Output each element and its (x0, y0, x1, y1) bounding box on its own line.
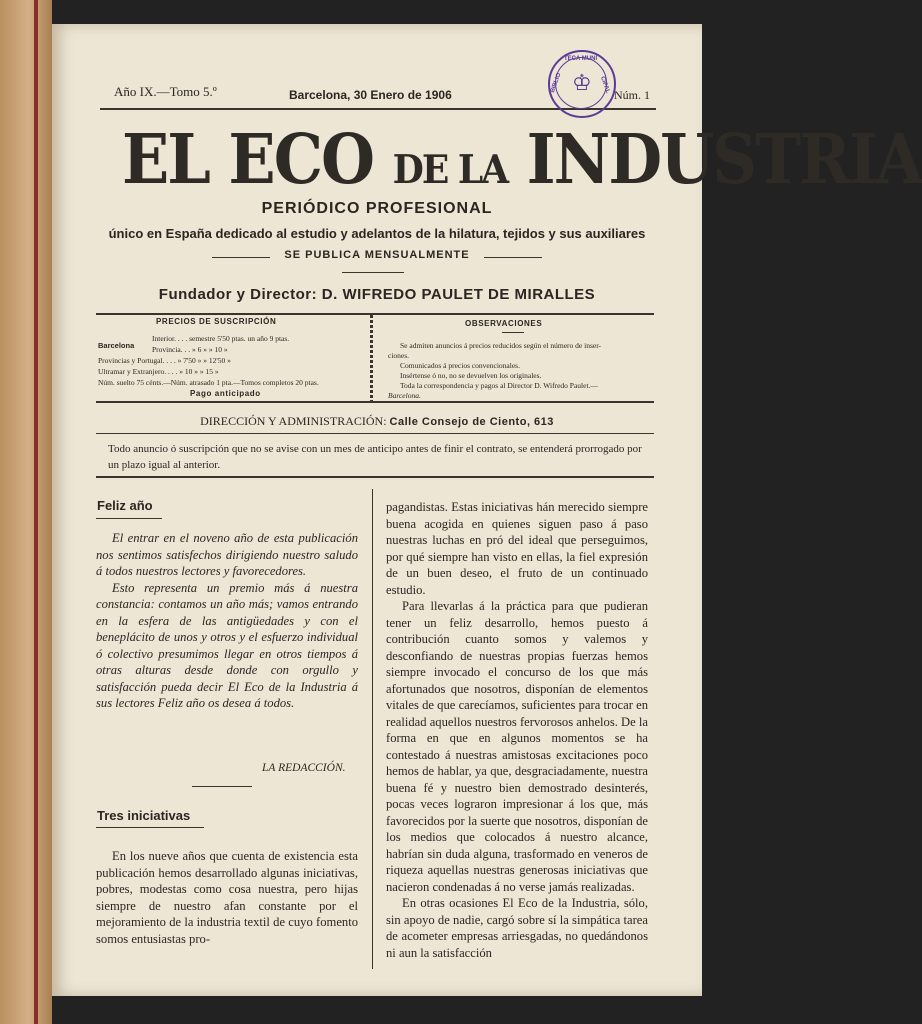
observation-line: Se admiten anuncios á precios reducidos según el número de inser- (400, 341, 602, 350)
binding-strip (34, 0, 38, 1024)
observation-line: Barcelona. (388, 391, 421, 400)
price-row: Interior. . . . semestre 5'50 ptas. un año 9 ptas. (152, 334, 290, 343)
newspaper-page (52, 24, 922, 996)
subscription-footer: Núm. suelto 75 cénts.—Núm. atrasado 1 pta.—Tomos completos 20 ptas. (98, 378, 319, 387)
book-binding (0, 0, 52, 1024)
price-row: Provincia. . . » 6 » » 10 » (152, 345, 228, 354)
paragraph: Para llevarlas á la práctica para que pudieran tener un feliz desarrollo, hemos puesto á contribución cuanto somos y valemos y desconfiando de nuestras propias fuerzas hemos siempre invocado el concurso de los que más afortunados que nosotros, disponían de elementos vitales de que carecíamos, suficientes para trocar en realidad aquellos nuestros fervorosos anhelos. De la forma en que en algunos momentos se ha contestado á nuestras amistosas excitaciones poco hemos de hablar, ya que, desgraciadamente, nuestra buena fé y nuestro bien demostrado desinterés, pocas veces lograron impresionar á los que, más favorecidos por la suerte que nosotros, disponían de los medios que colocados á nuestro alcance, habrían sin duda alguna, trasformado en veneros de riqueza aquellas nuestras generosas iniciativas que nacieron condenadas á no verse jamás realizadas. (386, 599, 648, 894)
box-bottom-rule (96, 401, 654, 403)
heading-rule (96, 518, 162, 519)
box-divider (370, 315, 373, 401)
paragraph: El entrar en el noveno año de esta publicación nos sentimos satisfechos dirigiendo nuestro saludo á todos nuestros lectores y favorecedores. (96, 531, 358, 578)
masthead-subtitle: PERIÓDICO PROFESIONAL (261, 200, 493, 217)
heading-rule (96, 827, 204, 828)
address-line (52, 414, 702, 429)
paragraph: pagandistas. Estas iniciativas hán merecido siempre buena acogida en quienes siguen paso á paso nuestras luchas en pró del ideal que perseguimos, por qué siempre han visto en ellas, la fiel expresión de un buen deseo, el fruto de un continuado estudio. (386, 500, 648, 597)
founder-line: Fundador y Director: D. WIFREDO PAULET DE MIRALLES (158, 286, 596, 303)
article-signature: LA REDACCIÓN. (262, 762, 346, 774)
article-heading-tres-iniciativas: Tres iniciativas (97, 808, 191, 823)
column-divider (372, 489, 373, 969)
masthead-frequency: SE PUBLICA MENSUALMENTE (284, 249, 470, 261)
observation-line: Insértense ó no, no se devuelven los originales. (400, 371, 542, 380)
observation-line: Comunicados á precios convencionales. (400, 361, 520, 370)
observation-line: ciones. (388, 351, 410, 360)
address-rule (96, 433, 654, 434)
year-volume: Año IX.—Tomo 5.º (114, 84, 217, 99)
right-column-body (386, 499, 648, 961)
address-label: DIRECCIÓN Y ADMINISTRACIÓN: (200, 414, 387, 428)
place-date: Barcelona, 30 Enero de 1906 (289, 88, 452, 102)
notice-text: Todo anuncio ó suscripción que no se avise con un mes de anticipo antes de finir el contrato, se entenderá prorrogado por un plazo igual al anterior. (108, 443, 642, 471)
paragraph: Esto representa un premio más á nuestra constancia: contamos un año más; vamos entrando en la esfera de las antigüedades y con el beneplácito de unos y otros y el esfuerzo individual ó colectivo presumimos llegar en otros tiempos á otras alturas desde donde con orgullo y satisfacción pueda decir El Eco de la Industria á sus lectores Feliz año os desea á todos. (96, 580, 358, 710)
article-heading-feliz-ano: Feliz año (97, 498, 153, 513)
paragraph: En otras ocasiones El Eco de la Industria, sólo, sin apoyo de nadie, cargó sobre sí la simpática tarea de acometer empresas arriesgadas, no quedándonos ni aun la satisfacción (386, 896, 648, 960)
issue-number: Núm. 1 (614, 88, 650, 102)
paragraph: En los nueve años que cuenta de existencia esta publicación hemos desarrollado algunas iniciativas, pobres, modestas como cosa nuestra, pero hijas siempre de nuestro afan constante por el mejoramiento de la industria textil de cuyo fomento somos entusiastas pro- (96, 849, 358, 946)
observation-line: Toda la correspondencia y pagos al Director D. Wifredo Paulet.— (400, 381, 598, 390)
subscription-heading: PRECIOS DE SUSCRIPCIÓN (156, 317, 277, 326)
subscription-advance: Pago anticipado (190, 389, 261, 398)
box-top-rule (96, 313, 654, 315)
article-feliz-ano-body (96, 530, 358, 712)
price-row: Provincias y Portugal. . . . » 7'50 » » 12'50 » (98, 356, 231, 365)
article-tres-iniciativas-body (96, 848, 358, 947)
crest-icon: ♔ (572, 70, 592, 95)
masthead-tagline: único en España dedicado al estudio y adelantos de la hilatura, tejidos y sus auxiliares (108, 226, 646, 241)
observations-rule (502, 332, 524, 333)
address-value: Calle Consejo de Ciento, 613 (389, 416, 554, 428)
library-stamp: TECA MUNI BIBLIO CIPAL ♔ (548, 50, 616, 118)
masthead-title: EL ECO DE LA INDUSTRIA (122, 119, 922, 200)
divider-short (342, 272, 404, 273)
frequency-rule-right (484, 257, 542, 258)
notice-rule (96, 476, 654, 478)
subscription-city: Barcelona (98, 341, 135, 350)
observations-heading: OBSERVACIONES (465, 319, 543, 328)
article-separator (192, 786, 252, 787)
price-row: Ultramar y Extranjero. . . . » 10 » » 15 » (98, 367, 219, 376)
